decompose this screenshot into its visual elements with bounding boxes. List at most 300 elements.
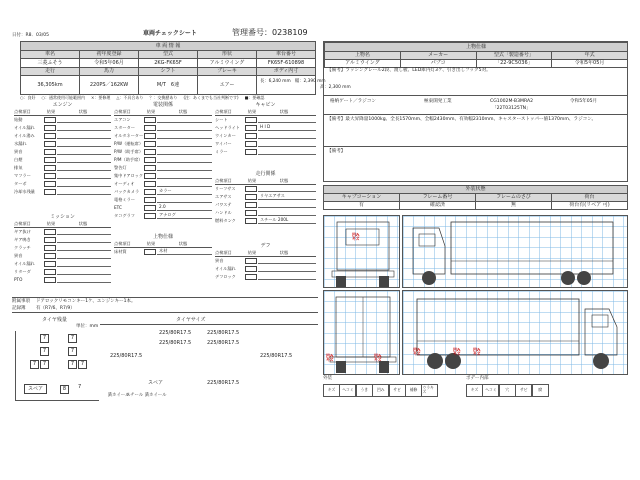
engine-item-label: 異音 bbox=[14, 148, 23, 154]
mission-status bbox=[57, 261, 111, 267]
mission-status bbox=[57, 229, 111, 235]
mission-status bbox=[57, 269, 111, 275]
mission-row bbox=[14, 244, 111, 252]
chassis: FK65F-610898 bbox=[257, 59, 316, 68]
col-shape: 形状 bbox=[198, 51, 257, 59]
running-status bbox=[258, 186, 316, 192]
body_legend-cell: 腐 bbox=[532, 384, 549, 397]
electric-row bbox=[114, 196, 212, 204]
mission-item-label: ギア抜け bbox=[14, 228, 31, 234]
diff-header-2: 状態 bbox=[279, 250, 289, 255]
engine-row bbox=[14, 116, 111, 124]
running-item-label: エアサス bbox=[215, 193, 232, 199]
col-upper-model: 型式「製造番号」 bbox=[476, 52, 552, 60]
engine-item-label: 水漏れ bbox=[14, 140, 27, 146]
col-model: 型式 bbox=[139, 51, 198, 59]
tire-size-title: タイヤサイズ bbox=[176, 317, 206, 323]
electric-row bbox=[114, 212, 212, 220]
mission-row bbox=[14, 268, 111, 276]
diff-header-1: 結果 bbox=[247, 250, 257, 255]
electric-status: カラー bbox=[157, 189, 212, 195]
running-row bbox=[215, 201, 316, 209]
inside_legend-cell: 凹み bbox=[372, 384, 389, 397]
mission-item-label: ギア鳴き bbox=[14, 236, 31, 242]
inside_legend-cell: ウラキズ bbox=[421, 384, 438, 397]
tire-r2l-in: 7 bbox=[40, 360, 49, 369]
engine-row bbox=[14, 180, 111, 188]
engine-status bbox=[57, 125, 111, 131]
engine-row bbox=[14, 132, 111, 140]
running-status: スチール 200L bbox=[258, 218, 316, 224]
size-fr: 225/80R17.5 bbox=[207, 330, 240, 336]
running-header-2: 状態 bbox=[279, 178, 289, 183]
mission-row bbox=[14, 252, 111, 260]
mission-status bbox=[57, 253, 111, 259]
exterior-table bbox=[323, 185, 628, 210]
diagram-side-view-top bbox=[402, 215, 628, 288]
engine-item-label: 白煙 bbox=[14, 156, 23, 162]
electric-result-box[interactable] bbox=[144, 213, 156, 219]
attach-label: 附属事項 bbox=[12, 299, 30, 304]
electric-item-label: 電格ミラー bbox=[114, 196, 135, 202]
engine-title: エンジン bbox=[52, 102, 73, 108]
engine-section bbox=[14, 103, 111, 196]
cabin-header-0: 点検項目 bbox=[215, 109, 232, 114]
legend-bad: ×：要修理 bbox=[91, 95, 111, 100]
load-header-0: 点検項目 bbox=[114, 241, 131, 246]
size-r2r: 225/80R17.5 bbox=[260, 353, 293, 359]
mission-item-label: リターダ bbox=[14, 268, 31, 274]
electric-title: 電装関係 bbox=[152, 102, 173, 108]
electric-row bbox=[114, 204, 212, 212]
cabin-row bbox=[215, 148, 316, 156]
shift: M/T 6速 bbox=[139, 76, 198, 95]
legend-normal: ○：通常使用可能範囲内 bbox=[41, 95, 85, 100]
load-status: 木材 bbox=[157, 249, 212, 255]
electric-row bbox=[114, 140, 212, 148]
electric-result-box[interactable] bbox=[144, 133, 156, 139]
diff-header-0: 点検項目 bbox=[215, 250, 232, 255]
gate-label: 格納ゲート／ラジコン bbox=[330, 99, 376, 104]
gate-serial: 「22T03125TN」 bbox=[492, 106, 531, 111]
cabin-status bbox=[258, 117, 316, 123]
col-car-name: 車名 bbox=[21, 51, 80, 59]
electric-item-label: オーディオ bbox=[114, 180, 135, 186]
body_legend-cell: ヘコミ bbox=[482, 384, 499, 397]
mgmt-number: 管理番号：0238109 bbox=[232, 28, 308, 37]
running-result-box[interactable] bbox=[245, 186, 257, 192]
engine-status bbox=[57, 117, 111, 123]
diagram-rear-view bbox=[323, 290, 400, 375]
electric-item-label: ETC bbox=[114, 204, 122, 210]
mission-status bbox=[57, 277, 111, 283]
running-header-1: 結果 bbox=[247, 178, 257, 183]
inside_legend-cell: 補修 bbox=[405, 384, 422, 397]
cabin-item-label: ワイパー bbox=[215, 140, 232, 146]
upper-remarks: 【備考】ラッシングレール2段、渡し板、LED庫内灯3ケ、引き出しフック5対。 bbox=[327, 68, 491, 73]
exterior-title: 外装状態 bbox=[324, 186, 628, 194]
diff-result-box[interactable] bbox=[245, 258, 257, 264]
engine-status bbox=[57, 149, 111, 155]
electric-row bbox=[114, 172, 212, 180]
electric-status bbox=[157, 133, 212, 139]
electric-section bbox=[114, 103, 212, 220]
engine-result-box[interactable] bbox=[44, 133, 56, 139]
cabin-result-box[interactable] bbox=[245, 133, 257, 139]
mission-header-2: 状態 bbox=[78, 221, 88, 226]
col-upper-maker: メーカー bbox=[400, 52, 476, 60]
tire-r1l: 7 bbox=[40, 347, 49, 356]
upper-name: アルミウイング bbox=[325, 60, 401, 68]
running-item-label: リーフサス bbox=[215, 185, 236, 191]
engine-status bbox=[57, 141, 111, 147]
cabin-result-box[interactable] bbox=[245, 117, 257, 123]
electric-result-box[interactable] bbox=[144, 189, 156, 195]
mission-status bbox=[57, 237, 111, 243]
engine-item-label: 始動 bbox=[14, 116, 23, 122]
diff-status bbox=[258, 274, 316, 280]
col-brake: ブレーキ bbox=[198, 68, 257, 76]
mission-result-box[interactable] bbox=[44, 245, 56, 251]
attachments bbox=[12, 297, 318, 313]
electric-header-1: 結果 bbox=[146, 109, 156, 114]
electric-result-box[interactable] bbox=[144, 157, 156, 163]
diagram-front-view bbox=[323, 215, 400, 288]
mission-header-1: 結果 bbox=[46, 221, 56, 226]
cabin-row bbox=[215, 124, 316, 132]
date-label: 日付：R8．03/05 bbox=[12, 33, 49, 38]
diff-row bbox=[215, 265, 316, 273]
cab-caution: 有 bbox=[324, 202, 400, 210]
inside_legend-cell: うき bbox=[356, 384, 373, 397]
running-result-box[interactable] bbox=[245, 210, 257, 216]
diff-status bbox=[258, 266, 316, 272]
size-spare: 225/80R17.5 bbox=[207, 380, 240, 386]
upper-model: 「22-9C5036」 bbox=[476, 60, 552, 68]
electric-result-box[interactable] bbox=[144, 149, 156, 155]
load-result-box[interactable] bbox=[144, 249, 156, 255]
sheet-title: 車両チェックシート bbox=[143, 30, 197, 37]
tire-spare-label: スペア bbox=[24, 384, 47, 394]
rear-mark-2: 凹み キズ bbox=[374, 353, 382, 363]
engine-item-label: マフラー bbox=[14, 172, 31, 178]
brake: エアー bbox=[198, 76, 257, 95]
cabin-row bbox=[215, 116, 316, 124]
mileage: 36,305km bbox=[21, 76, 80, 95]
engine-row bbox=[14, 164, 111, 172]
exterior-legend-title: 外装 bbox=[323, 376, 332, 381]
electric-status bbox=[157, 197, 212, 203]
mission-result-box[interactable] bbox=[44, 269, 56, 275]
mission-result-box[interactable] bbox=[44, 261, 56, 267]
electric-result-box[interactable] bbox=[144, 205, 156, 211]
cabin-item-label: ヘッドライト bbox=[215, 124, 240, 130]
cabin-result-box[interactable] bbox=[245, 141, 257, 147]
engine-result-box[interactable] bbox=[44, 125, 56, 131]
electric-item-label: P/W（運転席） bbox=[114, 140, 144, 146]
electric-row bbox=[114, 156, 212, 164]
size-r2l: 225/80R17.5 bbox=[110, 353, 143, 359]
running-result-box[interactable] bbox=[245, 202, 257, 208]
running-row bbox=[215, 185, 316, 193]
diff-title: デフ bbox=[260, 243, 271, 249]
electric-item-label: バックカメラ bbox=[114, 188, 140, 194]
engine-result-box[interactable] bbox=[44, 149, 56, 155]
gate-model: CG1002M-B3MRA2 bbox=[490, 99, 534, 104]
legend-replace: ？：交換歴あり bbox=[149, 95, 178, 100]
power: 220PS／162KW bbox=[80, 76, 139, 95]
diff-result-box[interactable] bbox=[245, 266, 257, 272]
model: 2KG-FK65F bbox=[139, 59, 198, 68]
engine-status bbox=[57, 181, 111, 187]
upper-maker: パブコ bbox=[400, 60, 476, 68]
electric-header-0: 点検項目 bbox=[114, 109, 131, 114]
tire-remaining-title: タイヤ残量 bbox=[42, 317, 67, 323]
engine-item-label: 冷却水残量 bbox=[14, 188, 35, 194]
diff-item-label: 異音 bbox=[215, 257, 224, 263]
electric-item-label: エアコン bbox=[114, 116, 131, 122]
engine-header-0: 点検項目 bbox=[14, 109, 31, 114]
electric-item-label: オルタネーター bbox=[114, 132, 144, 138]
electric-result-box[interactable] bbox=[144, 125, 156, 131]
electric-status bbox=[157, 157, 212, 163]
cabin-item-label: ウインカー bbox=[215, 132, 236, 138]
cabin-status bbox=[258, 133, 316, 139]
tire-extra: 7 bbox=[78, 384, 82, 390]
engine-result-box[interactable] bbox=[44, 173, 56, 179]
col-frame-no: フレーム番号 bbox=[400, 194, 476, 202]
engine-row bbox=[14, 172, 111, 180]
engine-header-1: 結果 bbox=[46, 109, 56, 114]
mission-row bbox=[14, 236, 111, 244]
legend-good: ○：良好 bbox=[20, 95, 36, 100]
body_legend-cell: 穴 bbox=[499, 384, 516, 397]
electric-result-box[interactable] bbox=[144, 181, 156, 187]
engine-result-box[interactable] bbox=[44, 189, 56, 195]
diagram-side-view-bottom bbox=[402, 290, 628, 375]
inside_legend-cell: キズ bbox=[323, 384, 340, 397]
mission-result-box[interactable] bbox=[44, 229, 56, 235]
engine-result-box[interactable] bbox=[44, 157, 56, 163]
engine-status bbox=[57, 173, 111, 179]
col-bed: 荷台 bbox=[552, 194, 628, 202]
tire-r1r: 7 bbox=[68, 347, 77, 356]
col-frame-rust: フレームのさび bbox=[476, 194, 552, 202]
running-row bbox=[215, 217, 316, 225]
cabin-item-label: シート bbox=[215, 116, 228, 122]
mission-header-0: 点検項目 bbox=[14, 221, 31, 226]
cabin-result-box[interactable] bbox=[245, 125, 257, 131]
electric-row bbox=[114, 188, 212, 196]
electric-status: 2.0 bbox=[157, 205, 212, 211]
tire-fl: 7 bbox=[40, 334, 49, 343]
mission-item-label: 異音 bbox=[14, 252, 23, 258]
engine-status bbox=[57, 133, 111, 139]
size-fl: 225/80R17.5 bbox=[159, 330, 192, 336]
diff-row bbox=[215, 273, 316, 281]
electric-item-label: スターター bbox=[114, 124, 135, 130]
mission-row bbox=[14, 228, 111, 236]
body-legend bbox=[466, 377, 566, 399]
engine-item-label: ターボ bbox=[14, 180, 27, 186]
engine-result-box[interactable] bbox=[44, 165, 56, 171]
diff-status bbox=[258, 258, 316, 264]
engine-row bbox=[14, 148, 111, 156]
cabin-item-label: ミラー bbox=[215, 148, 228, 154]
load-item-label: 床材質 bbox=[114, 248, 127, 254]
shape: アルミウイング bbox=[198, 59, 257, 68]
running-title: 走行関係 bbox=[255, 171, 276, 177]
diff-row bbox=[215, 257, 316, 265]
engine-status bbox=[57, 189, 111, 195]
tire-r2l-out: 7 bbox=[30, 360, 39, 369]
engine-row bbox=[14, 188, 111, 196]
legend-check-note: (注：あくまでも当社判断です) bbox=[183, 95, 239, 100]
engine-row bbox=[14, 124, 111, 132]
engine-result-box[interactable] bbox=[44, 141, 56, 147]
engine-item-label: 排気 bbox=[14, 164, 23, 170]
cabin-status: H I D bbox=[258, 125, 316, 131]
size-spare-label: スペア bbox=[148, 380, 164, 386]
side-mark-2: 凹み キズ bbox=[453, 347, 461, 357]
electric-row bbox=[114, 164, 212, 172]
frame-no: 確認済 bbox=[400, 202, 476, 210]
engine-result-box[interactable] bbox=[44, 117, 56, 123]
electric-result-box[interactable] bbox=[144, 197, 156, 203]
tire-fr: 7 bbox=[68, 334, 77, 343]
front-mark: 凹み キズ bbox=[352, 232, 360, 242]
record-label: 記録簿 bbox=[12, 306, 26, 312]
electric-status bbox=[157, 173, 212, 179]
body_legend-cell: サビ bbox=[515, 384, 532, 397]
load-title: 上物仕様 bbox=[152, 234, 173, 240]
side-mark-3: 凹み キズ bbox=[473, 347, 481, 357]
remarks3-label: 【備考】 bbox=[327, 149, 346, 154]
engine-row bbox=[14, 140, 111, 148]
electric-row bbox=[114, 124, 212, 132]
running-item-label: ハンドル bbox=[215, 209, 232, 215]
running-status: リヤエアサス bbox=[258, 194, 316, 200]
body_legend-cell: キズ bbox=[466, 384, 483, 397]
body-dims: 長：6,240 mm 幅：2,390 mm 高：2,300 mm bbox=[257, 76, 316, 95]
mission-result-box[interactable] bbox=[44, 277, 56, 283]
mission-item-label: オイル漏れ bbox=[14, 260, 35, 266]
attach-value: ドアロックリモコンキー1ケ、エンジンキー1本。 bbox=[36, 299, 136, 304]
cabin-row bbox=[215, 140, 316, 148]
mission-item-label: PTO bbox=[14, 276, 23, 282]
electric-status: アナログ bbox=[157, 213, 212, 219]
col-upper-name: 上物名 bbox=[325, 52, 401, 60]
col-power: 馬力 bbox=[80, 68, 139, 76]
first-reg: 令和5年06月 bbox=[80, 59, 139, 68]
col-body-dims: ボディ内寸 bbox=[257, 68, 316, 76]
tire-r2r-out: 7 bbox=[78, 360, 87, 369]
electric-item-label: 警告灯 bbox=[114, 164, 127, 170]
diff-item-label: オイル漏れ bbox=[215, 265, 236, 271]
car-name: 三菱ふそう bbox=[21, 59, 80, 68]
mission-item-label: クラッチ bbox=[14, 244, 31, 250]
diff-section bbox=[215, 244, 316, 281]
running-result-box[interactable] bbox=[245, 218, 257, 224]
tire-unit: 単位：mm bbox=[76, 324, 99, 329]
electric-item-label: タコグラフ bbox=[114, 212, 135, 218]
electric-status bbox=[157, 125, 212, 131]
mission-row bbox=[14, 260, 111, 268]
side-mark-1: 凹み キズ bbox=[413, 347, 421, 357]
engine-header-2: 状態 bbox=[78, 109, 88, 114]
diff-result-box[interactable] bbox=[245, 274, 257, 280]
col-shift: シフト bbox=[139, 68, 198, 76]
tire-size-area bbox=[100, 324, 318, 404]
tire-r2r-in: 7 bbox=[68, 360, 77, 369]
col-mileage: 走行 bbox=[21, 68, 80, 76]
engine-row bbox=[14, 156, 111, 164]
mission-result-box[interactable] bbox=[44, 237, 56, 243]
mission-result-box[interactable] bbox=[44, 253, 56, 259]
engine-result-box[interactable] bbox=[44, 181, 56, 187]
gate-remarks: 【備考】最大昇降量1000kg、全長1570mm、全幅2430mm、有効幅2310mm、キャスターストッパー値1370mm、ラジコン。 bbox=[327, 117, 597, 122]
vehicle-section-title: 車 両 情 報 bbox=[21, 42, 316, 51]
electric-status bbox=[157, 141, 212, 147]
cabin-status bbox=[258, 141, 316, 147]
diff-item-label: デフロック bbox=[215, 273, 236, 279]
rear-mark-1: 凹み キズ bbox=[326, 353, 334, 363]
mission-row bbox=[14, 276, 111, 284]
load-header-1: 結果 bbox=[146, 241, 156, 246]
upper-year: 令和5年05月 bbox=[552, 60, 628, 68]
legend bbox=[20, 96, 320, 100]
running-item-label: 燃料タンク bbox=[215, 217, 236, 223]
electric-status bbox=[157, 149, 212, 155]
legend-note: △：不具合あり bbox=[116, 95, 144, 100]
upper-spec-area bbox=[323, 41, 628, 182]
wheel-3: 鉄ホイール bbox=[145, 393, 167, 398]
tire-spare: 8 bbox=[60, 385, 69, 394]
electric-result-box[interactable] bbox=[144, 165, 156, 171]
running-row bbox=[215, 193, 316, 201]
upper-title: 上物仕様 bbox=[325, 43, 628, 52]
engine-item-label: オイル滲み bbox=[14, 132, 35, 138]
electric-header-2: 状態 bbox=[178, 109, 188, 114]
mission-title: ミッション bbox=[50, 214, 75, 220]
size-r1r: 225/80R17.5 bbox=[207, 340, 240, 346]
engine-status bbox=[57, 157, 111, 163]
electric-result-box[interactable] bbox=[144, 173, 156, 179]
engine-item-label: オイル漏れ bbox=[14, 124, 35, 130]
running-section bbox=[215, 172, 316, 225]
engine-status bbox=[57, 165, 111, 171]
electric-item-label: P/W（助手席） bbox=[114, 148, 144, 154]
electric-item-label: 集中ドアロック bbox=[114, 172, 144, 178]
running-result-box[interactable] bbox=[245, 194, 257, 200]
tire-remaining-area bbox=[15, 331, 99, 401]
gate-maker: 極東開発工業 bbox=[424, 99, 452, 104]
running-header-0: 点検項目 bbox=[215, 178, 232, 183]
electric-row bbox=[114, 116, 212, 124]
inside_legend-cell: サビ bbox=[389, 384, 406, 397]
exterior-legend bbox=[323, 377, 463, 399]
mission-section bbox=[14, 215, 111, 284]
electric-result-box[interactable] bbox=[144, 117, 156, 123]
col-chassis: 車台番号 bbox=[257, 51, 316, 59]
gate-year: 令和5年05月 bbox=[570, 99, 598, 104]
cabin-result-box[interactable] bbox=[245, 149, 257, 155]
size-r1l: 225/80R17.5 bbox=[159, 340, 192, 346]
col-upper-year: 年式 bbox=[552, 52, 628, 60]
frame-rust: 無 bbox=[476, 202, 552, 210]
load-row bbox=[114, 248, 212, 256]
electric-result-box[interactable] bbox=[144, 141, 156, 147]
